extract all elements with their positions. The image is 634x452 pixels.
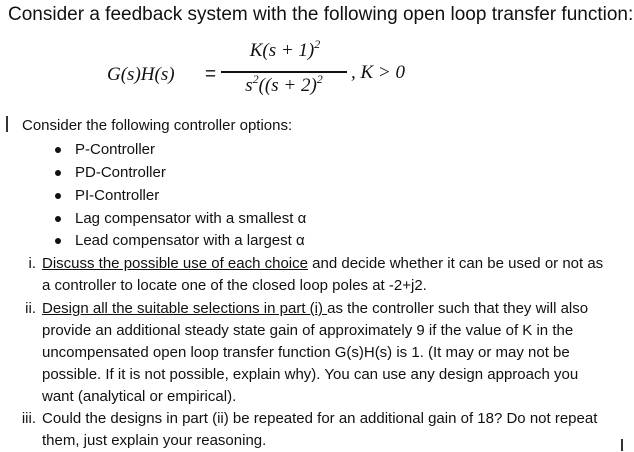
option-item: Lag compensator with a smallest α bbox=[55, 210, 306, 227]
intro-text: Consider a feedback system with the following open loop transfer function: bbox=[8, 4, 634, 25]
text-cursor bbox=[621, 439, 623, 451]
formula-numerator: $K(s + 1)^2$ bbox=[249, 37, 321, 61]
option-item: Lead compensator with a largest α bbox=[55, 232, 305, 249]
formula-equals: = bbox=[205, 64, 217, 85]
bullet-icon bbox=[55, 147, 61, 153]
margin-marker bbox=[6, 116, 8, 132]
bullet-icon bbox=[55, 216, 61, 222]
formula-denominator: $s^2((s + 2)^2$ bbox=[245, 72, 323, 96]
bullet-icon bbox=[55, 238, 61, 244]
formula-condition: , K > 0 bbox=[351, 62, 405, 83]
bullet-icon bbox=[55, 170, 61, 176]
option-item: PD-Controller bbox=[55, 164, 166, 181]
option-item: P-Controller bbox=[55, 141, 155, 158]
option-item: PI-Controller bbox=[55, 187, 159, 204]
formula-lhs: G(s)H(s) bbox=[107, 64, 175, 85]
fraction-bar bbox=[221, 71, 347, 73]
bullet-icon bbox=[55, 193, 61, 199]
options-intro: Consider the following controller options: bbox=[22, 117, 293, 134]
